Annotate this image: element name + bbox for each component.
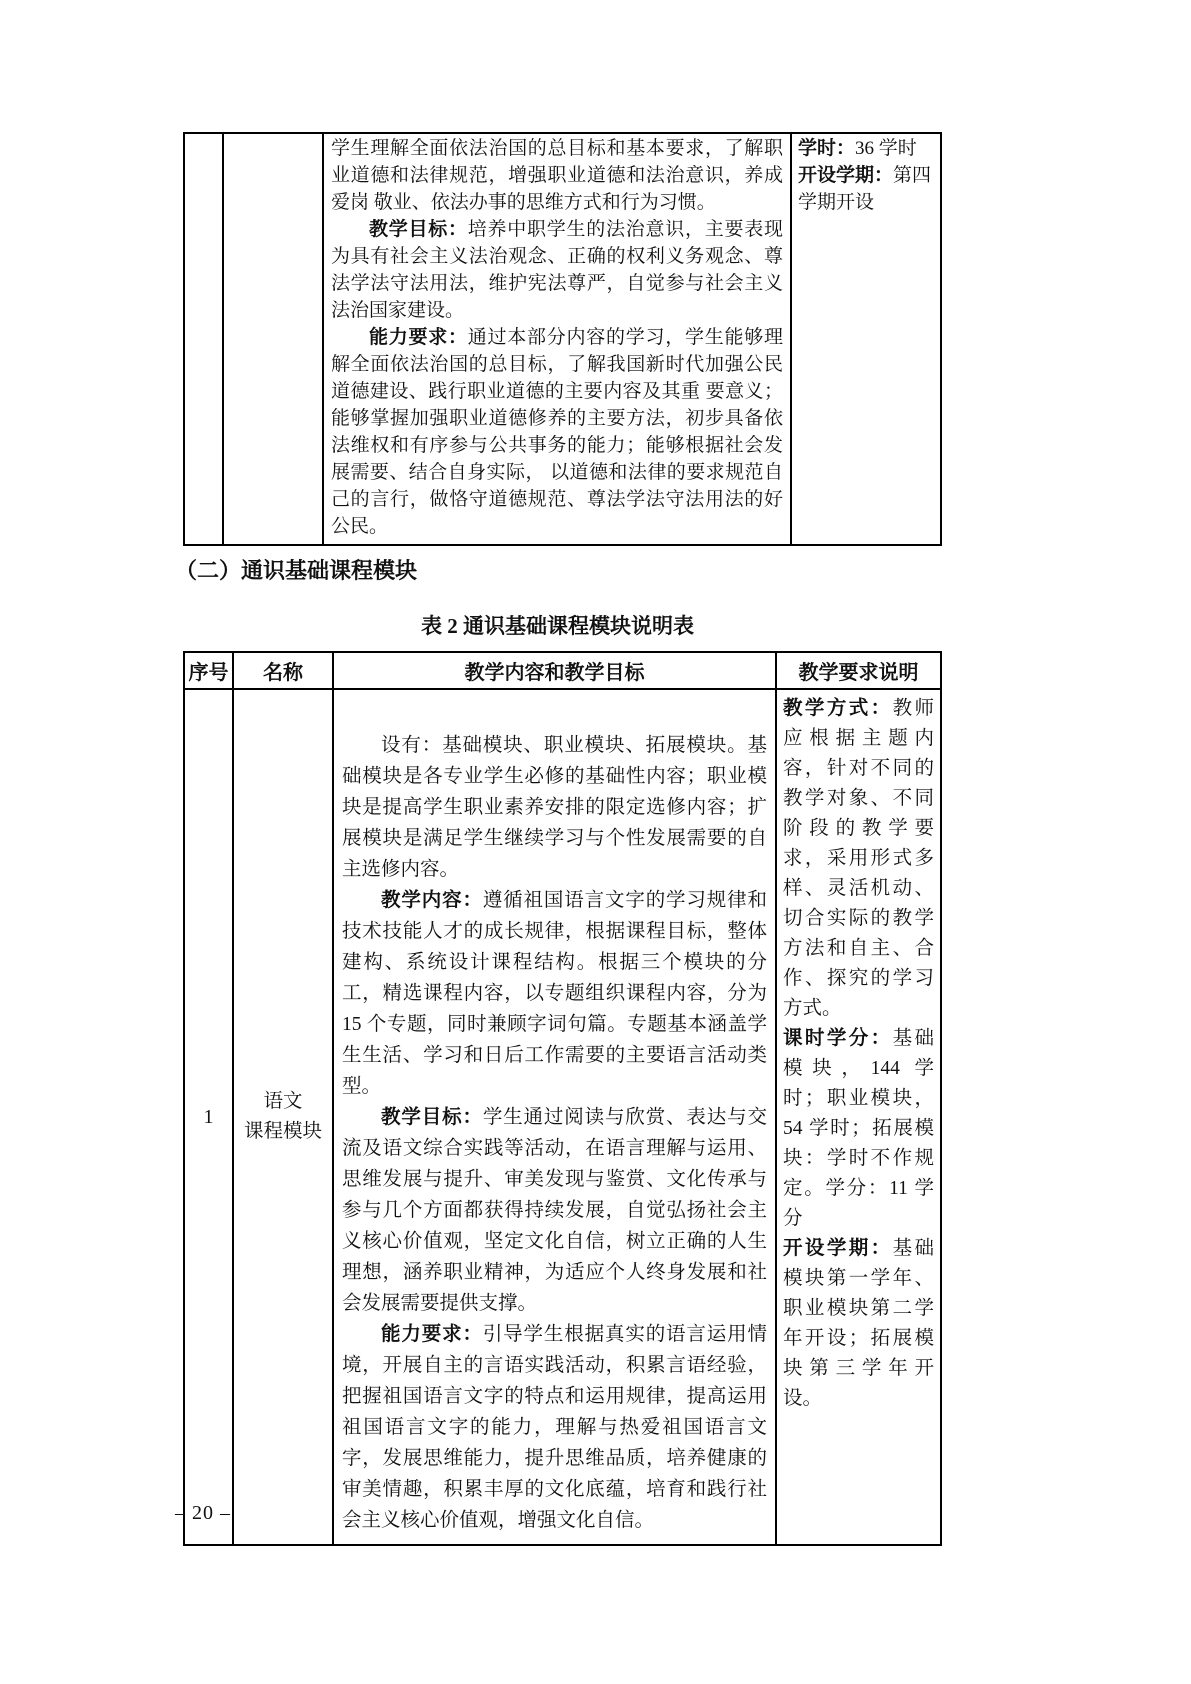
- paragraph-label: 学时：: [798, 138, 856, 159]
- paragraph: [798, 162, 934, 216]
- paragraph: [331, 324, 783, 540]
- paragraph-text: 基础模块，144 学时；职业模块，54 学时；拓展模块：学时不作规定。学分：11 学分: [783, 1028, 934, 1229]
- course-name-line: 语文: [263, 1091, 303, 1112]
- teaching-requirement-cell: [776, 689, 941, 1545]
- index-cell-empty: [184, 133, 223, 545]
- teaching-requirement-cell: [791, 133, 941, 545]
- paragraph: [783, 1234, 934, 1414]
- paragraph: [783, 1024, 934, 1234]
- header-teaching-requirement: 教学要求说明: [776, 652, 941, 689]
- course-name-line: 课程模块: [243, 1121, 322, 1142]
- paragraph-text: 36 学时: [855, 138, 917, 159]
- name-cell-empty: [223, 133, 323, 545]
- course-table-continuation: [183, 132, 942, 546]
- table-header-row: [184, 652, 941, 689]
- paragraph-text: 学生理解全面依法治国的总目标和基本要求，了解职业道德和法律规范，增强职业道德和法治意识，养成爱岗 敬业、依法办事的思维方式和行为习惯。: [331, 138, 783, 213]
- paragraph: [342, 730, 767, 885]
- paragraph-label: 能力要求：: [369, 327, 468, 348]
- paragraph-text: 遵循祖国语言文字的学习规律和技术技能人才的成长规律，根据课程目标，整体建构、系统设计课程结构。根据三个模块的分工，精选课程内容，以专题组织课程内容，分为 15 个专题，同时兼顾字词句篇。专题基本涵盖学生生活、学习和日后工作需要的主要语言活动类型。: [342, 890, 767, 1097]
- paragraph-label: 开设学期：: [798, 165, 894, 186]
- header-name: 名称: [233, 652, 333, 689]
- paragraph-label: 开设学期：: [783, 1238, 893, 1259]
- paragraph-label: 能力要求：: [381, 1324, 483, 1345]
- table-row: [184, 689, 941, 1545]
- paragraph-text: 学生通过阅读与欣赏、表达与交流及语文综合实践等活动，在语言理解与运用、思维发展与提升、审美发现与鉴赏、文化传承与参与几个方面都获得持续发展，自觉弘扬社会主义核心价值观，坚定文化自信，树立正确的人生理想，涵养职业精神，为适应个人终身发展和社会发展需要提供支撑。: [342, 1107, 767, 1314]
- section-heading: （二）通识基础课程模块: [175, 558, 418, 583]
- paragraph-text: 基础模块第一学年、职业模块第二学年开设；拓展模块第三学年开设。: [783, 1238, 934, 1409]
- header-teaching-content: 教学内容和教学目标: [333, 652, 776, 689]
- teaching-content-cell: [333, 689, 776, 1545]
- page-number: – 20 –: [175, 1502, 231, 1524]
- paragraph-text: 引导学生根据真实的语言运用情境，开展自主的言语实践活动，积累言语经验，把握祖国语言文字的特点和运用规律，提高运用祖国语言文字的能力，理解与热爱祖国语言文字，发展思维能力，提升思维品质，培养健康的审美情趣，积累丰厚的文化底蕴，培育和践行社会主义核心价值观，增强文化自信。: [342, 1324, 767, 1531]
- paragraph-text: 通过本部分内容的学习，学生能够理解全面依法治国的总目标，了解我国新时代加强公民道德建设、践行职业道德的主要内容及其重 要意义；能够掌握加强职业道德修养的主要方法，初步具备依法维权和有序参与公共事务的能力；能够根据社会发展需要、结合自身实际， 以道德和法律的要求规范自己的言行，做恪守道德规范、尊法学法守法用法的好公民。: [331, 327, 783, 537]
- paragraph-text: 设有：基础模块、职业模块、拓展模块。基础模块是各专业学生必修的基础性内容；职业模块是提高学生职业素养安排的限定选修内容；扩展模块是满足学生继续学习与个性发展需要的自主选修内容。: [342, 735, 767, 880]
- paragraph: [342, 1102, 767, 1319]
- general-course-table: [183, 651, 942, 1546]
- paragraph: [342, 1319, 767, 1536]
- paragraph-text: 培养中职学生的法治意识，主要表现为具有社会主义法治观念、正确的权利义务观念、尊法学法守法用法，维护宪法尊严，自觉参与社会主义法治国家建设。: [331, 219, 783, 321]
- name-cell: [233, 689, 333, 1545]
- paragraph: [798, 135, 934, 162]
- paragraph: [342, 885, 767, 1102]
- teaching-content-cell: [323, 133, 791, 545]
- table-caption: 表 2 通识基础课程模块说明表: [421, 614, 694, 638]
- paragraph-label: 教学目标：: [381, 1107, 483, 1128]
- paragraph: [783, 694, 934, 1024]
- paragraph-label: 教学方式：: [783, 698, 893, 719]
- header-index: 序号: [184, 652, 233, 689]
- paragraph-label: 教学目标：: [369, 219, 468, 240]
- paragraph-text: 第四学期开设: [798, 165, 932, 213]
- paragraph: [331, 216, 783, 324]
- paragraph-label: 课时学分：: [783, 1028, 893, 1049]
- paragraph-label: 教学内容：: [381, 890, 483, 911]
- table-row: [184, 133, 941, 545]
- index-cell: 1: [184, 689, 233, 1545]
- paragraph: [331, 135, 783, 216]
- paragraph-text: 教师应根据主题内容，针对不同的教学对象、不同阶段的教学要求，采用形式多样、灵活机动、切合实际的教学方法和自主、合作、探究的学习方式。: [783, 698, 934, 1019]
